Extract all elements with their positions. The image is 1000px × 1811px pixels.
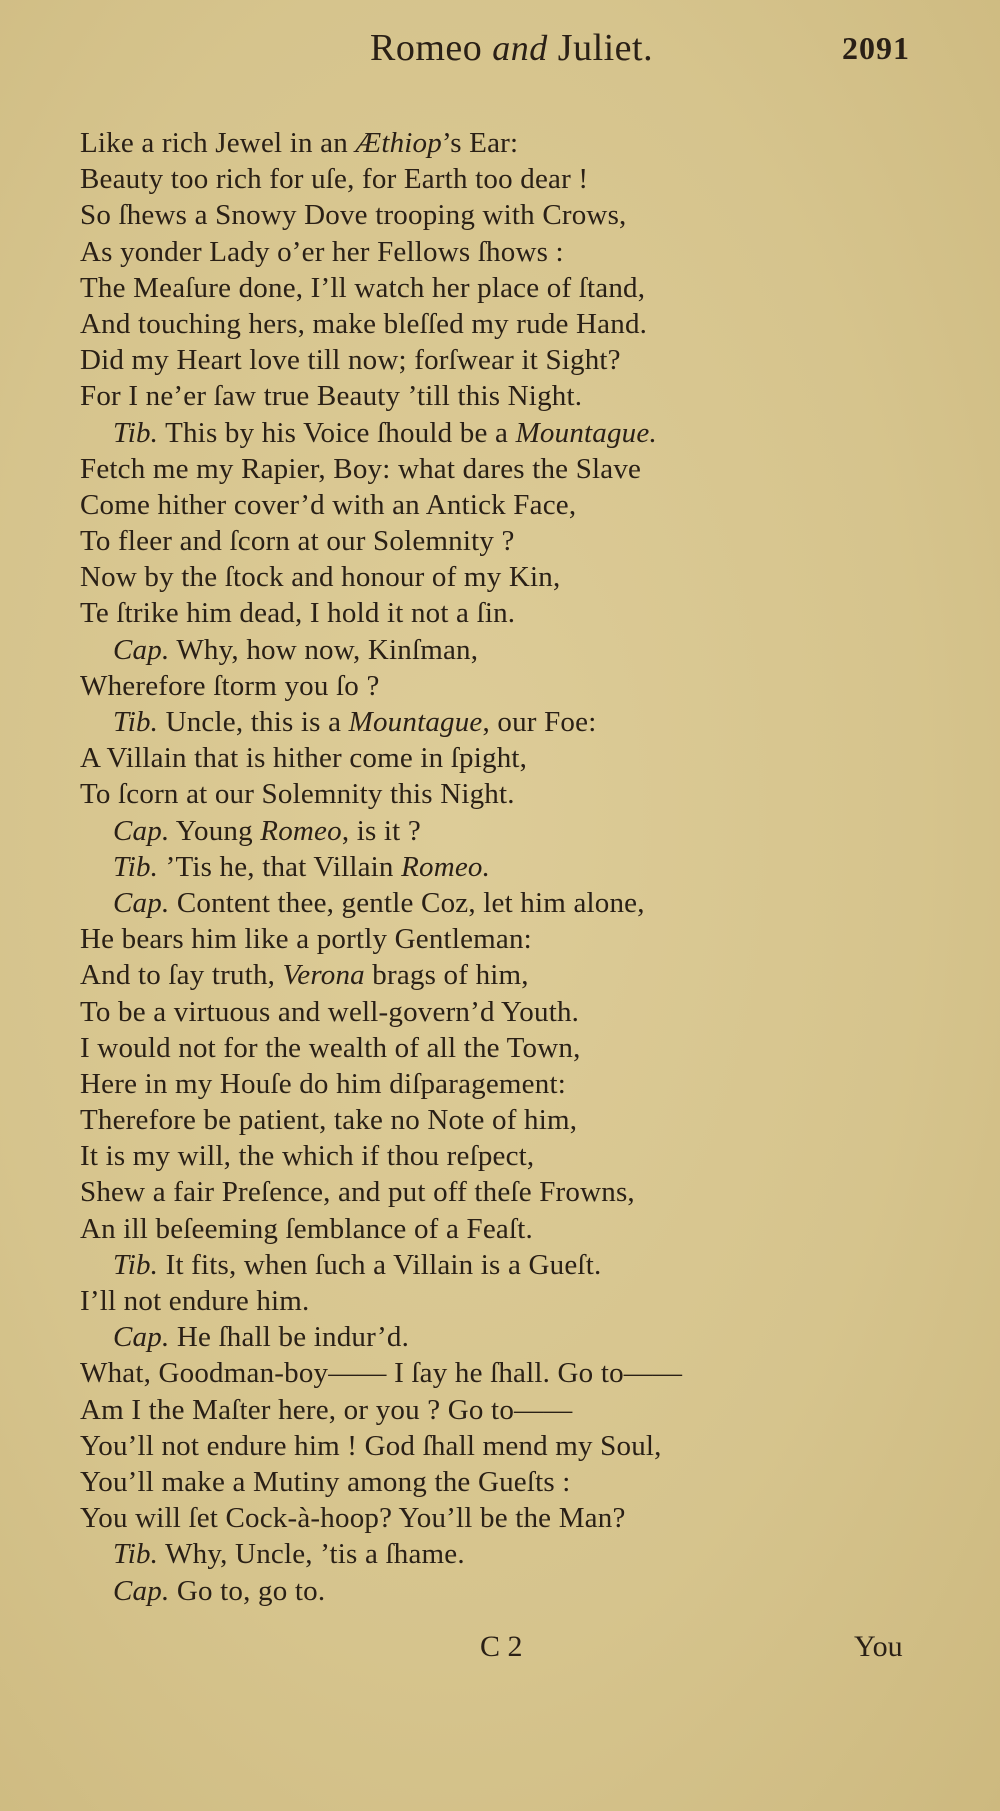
verse-line	[80, 487, 900, 523]
text-segment: brags of him,	[364, 959, 529, 992]
text-segment: I’ll not endure him.	[80, 1285, 310, 1317]
italic-segment: Mountague	[348, 706, 483, 738]
italic-segment: Tib.	[113, 706, 159, 738]
verse-line	[80, 342, 900, 378]
verse-line	[80, 559, 900, 595]
catchword: You	[854, 1630, 903, 1663]
verse-line	[80, 1392, 900, 1428]
text-segment: For I ne’er ſaw true Beauty ’till this Night.	[80, 380, 583, 413]
verse-text	[80, 125, 900, 1609]
verse-line	[80, 197, 900, 233]
italic-segment: Cap.	[113, 1574, 170, 1607]
italic-segment: Tib.	[113, 416, 159, 449]
italic-segment: Cap.	[113, 1321, 170, 1354]
italic-segment: Mountague.	[515, 416, 657, 449]
speech-line	[80, 704, 900, 740]
text-segment: To be a virtuous and well-govern’d Youth.	[80, 995, 580, 1028]
text-segment: Shew a fair Preſence, and put off theſe Frowns,	[80, 1176, 635, 1209]
text-segment: Why, how now, Kinſman,	[169, 633, 479, 666]
text-segment: The Meaſure done, I’ll watch her place of ſtand,	[80, 271, 646, 304]
speech-line	[80, 1536, 900, 1572]
verse-line	[80, 957, 900, 993]
text-segment: Uncle, this is a	[158, 706, 349, 738]
text-segment: And to ſay truth,	[80, 959, 283, 992]
text-segment: ’s Ear:	[441, 127, 519, 159]
text-segment: Beauty too rich for uſe, for Earth too dear !	[80, 163, 589, 196]
verse-line	[80, 523, 900, 559]
verse-line	[80, 1428, 900, 1464]
italic-segment: Æthiop	[355, 127, 442, 159]
text-segment: Come hither cover’d with an Antick Face,	[80, 488, 577, 521]
italic-segment: Tib.	[113, 1248, 159, 1281]
text-segment: He ſhall be indur’d.	[169, 1321, 410, 1354]
text-segment: It fits, when ſuch a Villain is a Gueſt.	[158, 1248, 602, 1281]
page-title	[370, 26, 653, 70]
text-segment: I would not for the wealth of all the Town,	[80, 1031, 581, 1064]
title-italic: and	[492, 28, 548, 68]
text-segment: You will ſet Cock-à-hoop? You’ll be the Man?	[80, 1502, 626, 1535]
verse-line	[80, 306, 900, 342]
text-segment: So ſhews a Snowy Dove trooping with Crows,	[80, 199, 627, 232]
title-text: Romeo	[370, 27, 493, 69]
italic-segment: Tib.	[113, 1538, 159, 1571]
text-segment: What, Goodman-boy—— I ſay he ſhall. Go to——	[80, 1357, 683, 1390]
speech-line	[80, 885, 900, 921]
verse-line	[80, 1500, 900, 1536]
verse-line	[80, 921, 900, 957]
verse-line	[80, 1211, 900, 1247]
signature-mark: C 2	[480, 1630, 523, 1663]
verse-line	[80, 1355, 900, 1391]
text-segment: Young	[169, 814, 261, 847]
verse-line	[80, 1066, 900, 1102]
text-segment: An ill beſeeming ſemblance of a Feaſt.	[80, 1212, 533, 1245]
running-head	[0, 22, 1000, 72]
verse-line	[80, 1174, 900, 1210]
italic-segment: Romeo	[260, 814, 342, 847]
italic-segment: Cap.	[113, 886, 170, 919]
text-segment: As yonder Lady o’er her Fellows ſhows :	[80, 235, 564, 268]
text-segment: To fleer and ſcorn at our Solemnity ?	[80, 525, 515, 558]
verse-line	[80, 994, 900, 1030]
text-segment: He bears him like a portly Gentleman:	[80, 923, 532, 956]
italic-segment: Romeo.	[401, 850, 491, 883]
verse-line	[80, 740, 900, 776]
text-segment: Am I the Maſter here, or you ? Go to——	[80, 1393, 573, 1426]
verse-line	[80, 668, 900, 704]
verse-line	[80, 451, 900, 487]
verse-line	[80, 161, 900, 197]
verse-line	[80, 270, 900, 306]
text-segment: Te ſtrike him dead, I hold it not a ſin.	[80, 597, 516, 630]
italic-segment: Tib.	[113, 850, 159, 883]
page-number: 2091	[842, 30, 910, 66]
speech-line	[80, 1573, 900, 1609]
text-segment: Did my Heart love till now; forſwear it Sight?	[80, 344, 621, 377]
text-segment: Here in my Houſe do him diſparagement:	[80, 1067, 566, 1100]
speech-line	[80, 415, 900, 451]
text-segment: Why, Uncle, ’tis a ſhame.	[158, 1538, 465, 1571]
verse-line	[80, 776, 900, 812]
italic-segment: Verona	[282, 959, 365, 992]
text-segment: , our Foe:	[482, 706, 597, 738]
text-segment: You’ll make a Mutiny among the Gueſts :	[80, 1465, 571, 1498]
italic-segment: Cap.	[113, 814, 170, 847]
verse-line	[80, 234, 900, 270]
text-segment: Now by the ſtock and honour of my Kin,	[80, 561, 561, 594]
verse-line	[80, 595, 900, 631]
verse-line	[80, 1138, 900, 1174]
text-segment: A Villain that is hither come in ſpight,	[80, 742, 528, 775]
text-segment: Fetch me my Rapier, Boy: what dares the Slave	[80, 452, 642, 485]
text-segment: Go to, go to.	[169, 1574, 326, 1607]
italic-segment: Cap.	[113, 633, 170, 666]
verse-line	[80, 1464, 900, 1500]
verse-line	[80, 1030, 900, 1066]
title-text-end: Juliet.	[547, 27, 654, 69]
text-segment: It is my will, the which if thou reſpect,	[80, 1140, 535, 1173]
text-segment: Like a rich Jewel in an	[80, 127, 356, 159]
speech-line	[80, 632, 900, 668]
text-segment: Wherefore ſtorm you ſo ?	[80, 669, 380, 702]
speech-line	[80, 1247, 900, 1283]
speech-line	[80, 1319, 900, 1355]
text-segment: ’Tis he, that Villain	[158, 850, 402, 883]
verse-line	[80, 1283, 900, 1319]
text-segment: And touching hers, make bleſſed my rude Hand.	[80, 307, 648, 340]
text-segment: Content thee, gentle Coz, let him alone,	[169, 886, 645, 919]
text-segment: This by his Voice ſhould be a	[158, 416, 516, 449]
text-segment: You’ll not endure him ! God ſhall mend my Soul,	[80, 1429, 662, 1462]
verse-line	[80, 378, 900, 414]
verse-line	[80, 1102, 900, 1138]
speech-line	[80, 849, 900, 885]
speech-line	[80, 813, 900, 849]
text-segment: To ſcorn at our Solemnity this Night.	[80, 778, 515, 811]
text-segment: Therefore be patient, take no Note of him,	[80, 1104, 578, 1137]
text-segment: , is it ?	[341, 814, 421, 847]
verse-line	[80, 125, 900, 161]
